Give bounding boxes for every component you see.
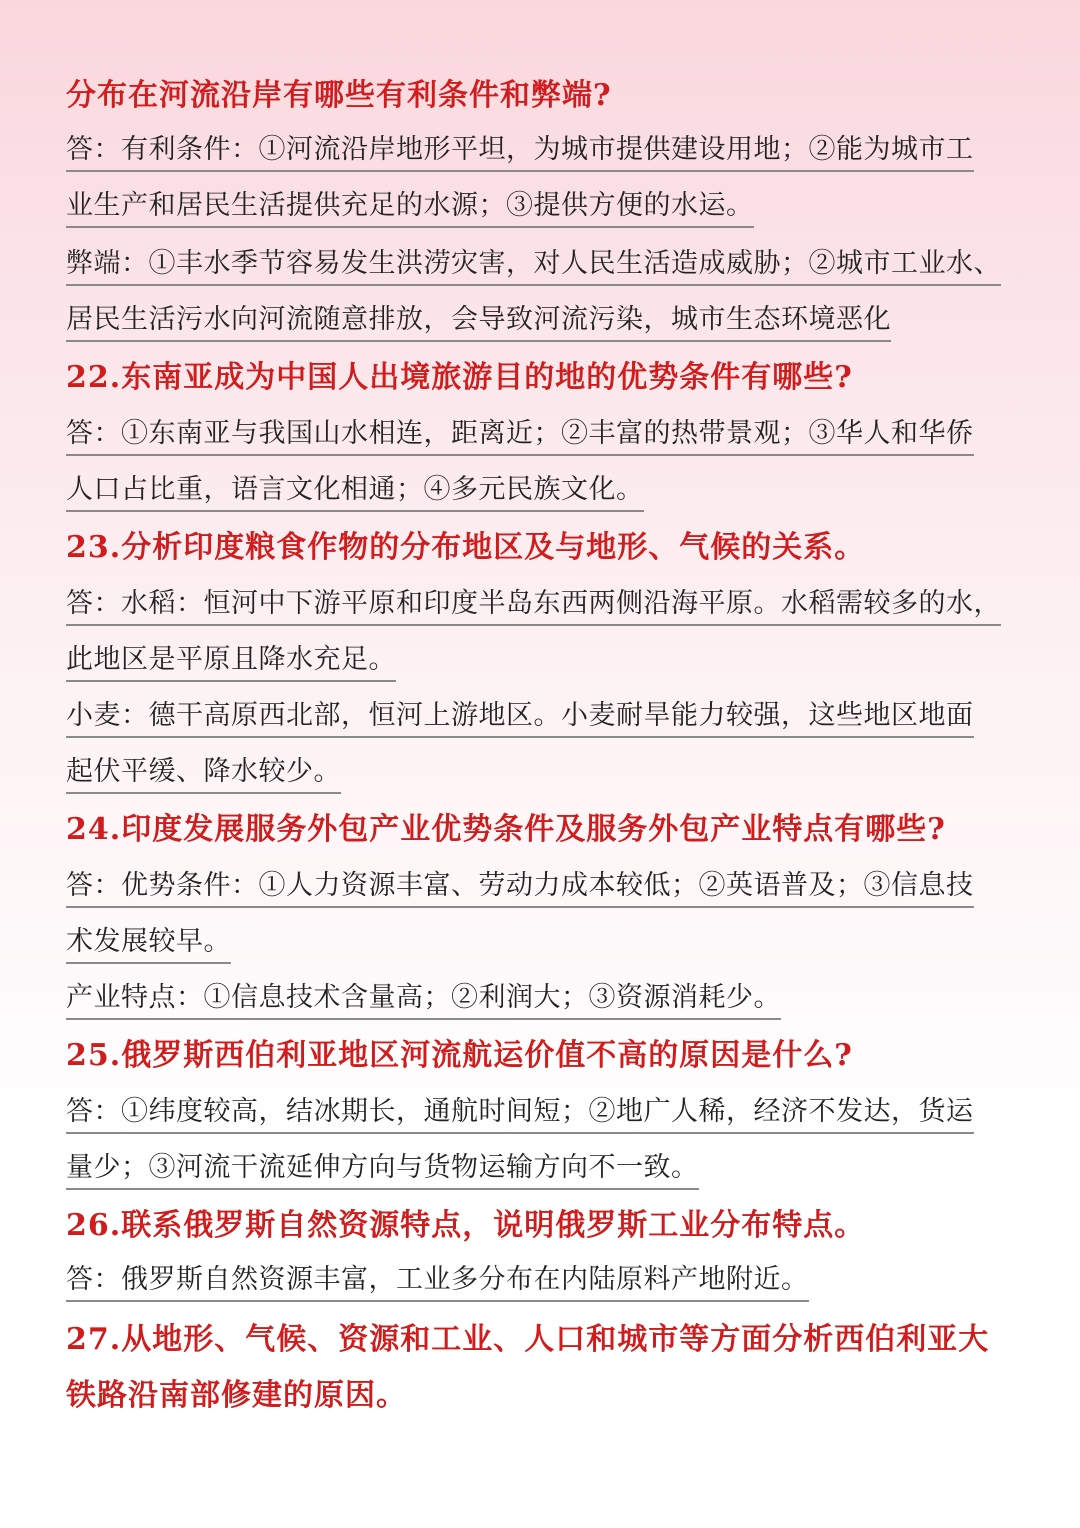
answer-23-line-3: 小麦：德干高原西北部，恒河上游地区。小麦耐旱能力较强，这些地区地面 (66, 698, 974, 738)
question-27-title-line-2: 铁路沿南部修建的原因。 (66, 1378, 407, 1413)
question-24-title: 24.印度发展服务外包产业优势条件及服务外包产业特点有哪些? (66, 812, 946, 847)
answer-24-line-2: 术发展较早。 (66, 924, 231, 964)
answer-25-line-2: 量少；③河流干流延伸方向与货物运输方向不一致。 (66, 1150, 699, 1190)
answer-21-line-3: 弊端：①丰水季节容易发生洪涝灾害，对人民生活造成威胁；②城市工业水、 (66, 246, 1001, 286)
answer-21-line-2: 业生产和居民生活提供充足的水源；③提供方便的水运。 (66, 188, 754, 228)
question-26-title: 26.联系俄罗斯自然资源特点，说明俄罗斯工业分布特点。 (66, 1208, 866, 1243)
question-27-title-line-1: 27.从地形、气候、资源和工业、人口和城市等方面分析西伯利亚大 (66, 1322, 990, 1357)
question-21-title: 分布在河流沿岸有哪些有利条件和弊端? (66, 78, 612, 113)
question-22-title: 22.东南亚成为中国人出境旅游目的地的优势条件有哪些? (66, 360, 853, 395)
answer-22-line-2: 人口占比重，语言文化相通；④多元民族文化。 (66, 472, 644, 512)
question-25-title: 25.俄罗斯西伯利亚地区河流航运价值不高的原因是什么? (66, 1038, 853, 1073)
answer-26-line-1: 答：俄罗斯自然资源丰富，工业多分布在内陆原料产地附近。 (66, 1262, 809, 1302)
answer-23-line-1: 答：水稻：恒河中下游平原和印度半岛东西两侧沿海平原。水稻需较多的水， (66, 586, 1001, 626)
answer-21-line-4: 居民生活污水向河流随意排放，会导致河流污染，城市生态环境恶化 (66, 302, 891, 342)
answer-22-line-1: 答：①东南亚与我国山水相连，距离近；②丰富的热带景观；③华人和华侨 (66, 416, 974, 456)
answer-24-line-1: 答：优势条件：①人力资源丰富、劳动力成本较低；②英语普及；③信息技 (66, 868, 974, 908)
answer-23-line-2: 此地区是平原且降水充足。 (66, 642, 396, 682)
answer-21-line-1: 答：有利条件：①河流沿岸地形平坦，为城市提供建设用地；②能为城市工 (66, 132, 974, 172)
question-23-title: 23.分析印度粮食作物的分布地区及与地形、气候的关系。 (66, 530, 866, 565)
answer-24-line-3: 产业特点：①信息技术含量高；②利润大；③资源消耗少。 (66, 980, 781, 1020)
answer-23-line-4: 起伏平缓、降水较少。 (66, 754, 341, 794)
answer-25-line-1: 答：①纬度较高，结冰期长，通航时间短；②地广人稀，经济不发达，货运 (66, 1094, 974, 1134)
